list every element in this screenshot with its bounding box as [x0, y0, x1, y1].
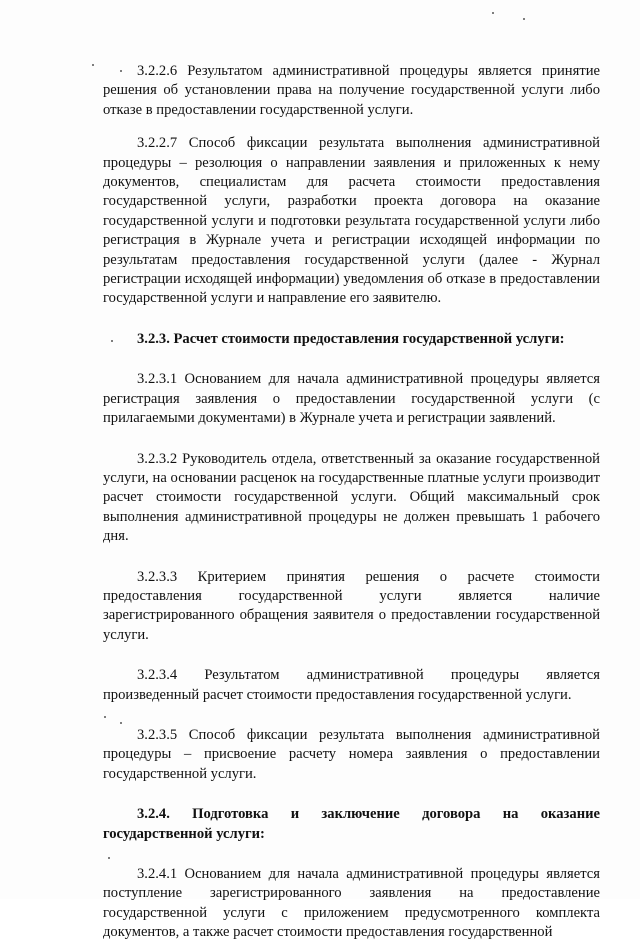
paragraph-3-2-3-2: 3.2.3.2 Руководитель отдела, ответственный за оказание государственной услуги, на основании расценок на государственные платные услуги производит расчет стоимости государственной услуги. Общий максимальный срок выполнения административной процедуры не должен превышать 1 рабочего дня. — [103, 450, 600, 545]
paragraph-3-2-3-4: 3.2.3.4 Результатом административной процедуры является произведенный расчет стоимости предоставления государственной услуги. — [103, 667, 600, 703]
paragraph-3-2-2-7: 3.2.2.7 Способ фиксации результата выполнения административной процедуры – резолюция о направлении заявления и приложенных к нему документов, специалистам для расчета стоимости предоставления государственной услуги, разработки проекта договора на оказание государственной услуги и подготовки результата государственной услуги либо регистрация в Журнале учета и регистрации исходящей информации по результатам предоставления государственной услуги (далее - Журнал регистрации исходящей информации) уведомления об отказе в предоставлении государственной услуги и направление его заявителю. — [103, 135, 600, 307]
section-heading-3-2-3: 3.2.3. Расчет стоимости предоставления государственной услуги: — [137, 330, 565, 347]
paragraph-3-2-4-1: 3.2.4.1 Основанием для начала административной процедуры является поступление зарегистрированного заявления на предоставление государственной услуги с приложением предусмотренного комплекта документов, а также расчет стоимости предоставления государственной — [103, 866, 600, 941]
scan-speck — [92, 64, 94, 66]
document-body — [103, 62, 600, 943]
scan-speck — [492, 12, 494, 14]
paragraph-3-2-3-1: 3.2.3.1 Основанием для начала административной процедуры является регистрация заявления о предоставлении государственной услуги (с прилагаемыми документами) в Журнале учета и регистрации заявлений. — [103, 371, 600, 427]
paragraph-3-2-3-3: 3.2.3.3 Критерием принятия решения о расчете стоимости предоставления государственной услуги является наличие зарегистрированного обращения заявителя о предоставлении государственной услуги. — [103, 568, 600, 643]
section-heading-3-2-4: 3.2.4. Подготовка и заключение договора на оказание государственной услуги: — [103, 806, 600, 842]
paragraph-3-2-3-5: 3.2.3.5 Способ фиксации результата выполнения административной процедуры – присвоение расчету номера заявления о предоставлении государственной услуги. — [103, 726, 600, 782]
paragraph-3-2-2-6: 3.2.2.6 Результатом административной процедуры является принятие решения об установлении права на получение государственной услуги либо отказе в предоставлении государственной услуги. — [103, 63, 600, 118]
scan-speck — [523, 18, 525, 20]
